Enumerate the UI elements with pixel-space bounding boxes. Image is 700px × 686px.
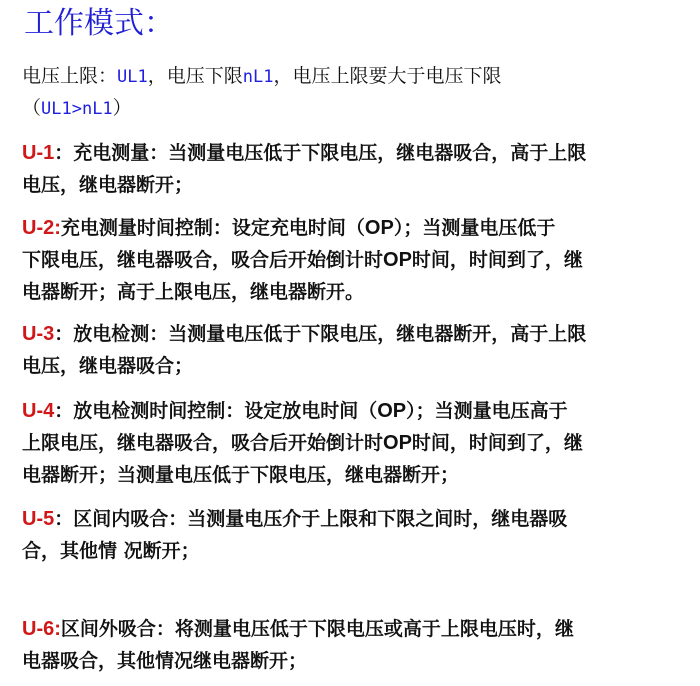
mode-line bbox=[22, 645, 682, 677]
intro-line bbox=[22, 92, 682, 124]
intro-line bbox=[22, 60, 682, 92]
mode-code: U-1 bbox=[22, 142, 55, 164]
mode-text: ：充电测量：当测量电压低于下限电压，继电器吸合，高于上限 bbox=[54, 142, 587, 164]
intro-text: ，电压上限要大于电压下限 bbox=[273, 65, 502, 87]
mode-line bbox=[22, 350, 682, 382]
mode-line bbox=[22, 459, 682, 491]
mode-text: ：放电检测时间控制：设定放电时间（ bbox=[54, 400, 378, 422]
param-ul1: UL1 bbox=[117, 67, 148, 87]
mode-code: U-6: bbox=[22, 618, 61, 640]
mode-code: U-3 bbox=[22, 323, 55, 345]
mode-line bbox=[22, 244, 682, 276]
intro-text: ） bbox=[112, 97, 132, 119]
mode-text: 区间外吸合：将测量电压低于下限电压或高于上限电压时，继 bbox=[60, 618, 574, 640]
op-label: OP bbox=[383, 249, 412, 271]
op-label: OP bbox=[364, 217, 394, 239]
mode-text: ：放电检测：当测量电压低于下限电压，继电器断开，高于上限 bbox=[54, 323, 587, 345]
mode-text: 上限电压，继电器吸合，吸合后开始倒计时 bbox=[22, 432, 384, 454]
mode-text: 时间，时间到了，继 bbox=[411, 249, 583, 271]
mode-line bbox=[22, 169, 682, 201]
mode-text: 电器吸合，其他情况继电器断开； bbox=[22, 650, 308, 672]
param-condition: UL1>nL1 bbox=[41, 99, 113, 119]
intro-text: ，电压下限 bbox=[147, 65, 243, 87]
mode-text: 合，其他情 况断开； bbox=[22, 540, 200, 562]
mode-line bbox=[22, 276, 682, 308]
mode-u4 bbox=[22, 395, 682, 491]
mode-u3 bbox=[22, 318, 682, 382]
mode-u6 bbox=[22, 613, 682, 677]
mode-text: 下限电压，继电器吸合，吸合后开始倒计时 bbox=[22, 249, 384, 271]
mode-code: U-4 bbox=[22, 400, 55, 422]
mode-text: 时间，时间到了，继 bbox=[411, 432, 583, 454]
page-title: 工作模式： bbox=[24, 6, 174, 41]
mode-line bbox=[22, 535, 682, 567]
mode-line bbox=[22, 212, 682, 244]
intro-paragraph bbox=[22, 60, 682, 124]
mode-text: ：区间内吸合：当测量电压介于上限和下限之间时，继电器吸 bbox=[54, 508, 568, 530]
mode-line bbox=[22, 137, 682, 169]
param-nl1: nL1 bbox=[242, 67, 274, 87]
mode-text: 电器断开；当测量电压低于下限电压，继电器断开； bbox=[22, 464, 460, 486]
mode-u2 bbox=[22, 212, 682, 308]
mode-code: U-5 bbox=[22, 508, 55, 530]
mode-text: 充电测量时间控制：设定充电时间（ bbox=[60, 217, 365, 239]
mode-text: 电压，继电器吸合； bbox=[22, 355, 194, 377]
mode-text: ）；当测量电压高于 bbox=[406, 400, 568, 422]
mode-text: ）；当测量电压低于 bbox=[393, 217, 556, 239]
mode-line bbox=[22, 395, 682, 427]
mode-u5 bbox=[22, 503, 682, 567]
op-label: OP bbox=[377, 400, 407, 422]
mode-line bbox=[22, 427, 682, 459]
mode-u1 bbox=[22, 137, 682, 201]
op-label: OP bbox=[383, 432, 412, 454]
mode-text: 电压，继电器断开； bbox=[22, 174, 194, 196]
mode-line bbox=[22, 318, 682, 350]
mode-text: 电器断开；高于上限电压，继电器断开。 bbox=[22, 281, 365, 303]
mode-code: U-2: bbox=[22, 217, 61, 239]
mode-line bbox=[22, 503, 682, 535]
intro-text: 电压上限： bbox=[22, 65, 118, 87]
intro-text: （ bbox=[22, 97, 42, 119]
mode-line bbox=[22, 613, 682, 645]
